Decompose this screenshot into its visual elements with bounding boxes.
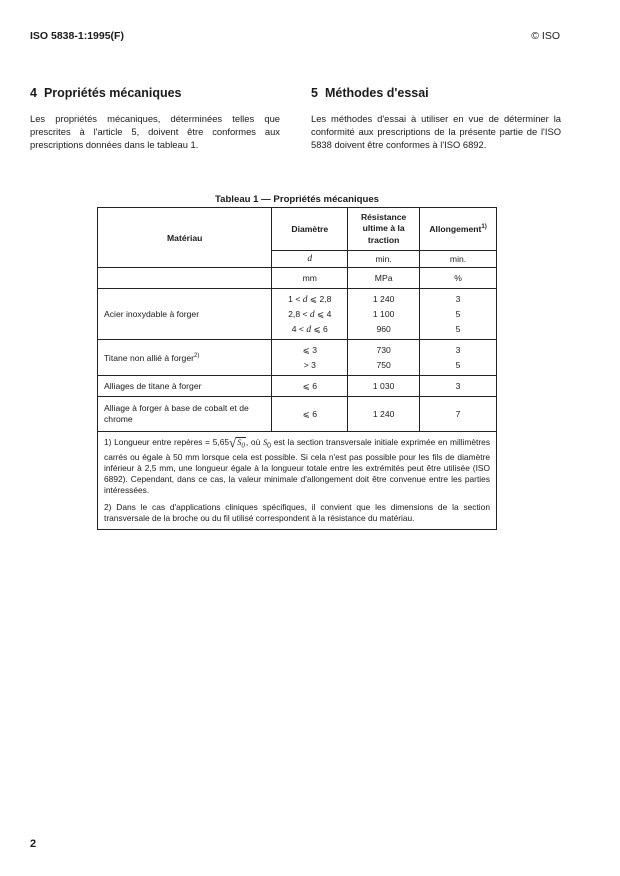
- elongation-value: 5: [455, 359, 461, 370]
- elongation-value: 3: [455, 344, 461, 355]
- radicand-subscript: 0: [241, 441, 245, 450]
- elongation-cell: [420, 340, 497, 376]
- footnote-1-rest: est la section transversale initiale exprimée en millimètres carrés ou égale à 50 mm lorsque cela est possible. Si cela n'est pas possible pour les fils de diamètre inférieur à 2,5 mm, une longueur égale à la longueur totale entre les extrémités peut être utilisée (ISO 6892). Cependant, dans ce cas, la valeur minimale d'allongement doit être convenue entre les parties intéressées.: [104, 437, 491, 496]
- diameter-cell: [272, 340, 348, 376]
- diameter-value: ⩽ 6: [272, 376, 348, 397]
- section-4-number: 4: [30, 86, 37, 100]
- header-material: Matériau: [98, 208, 272, 268]
- footnote-1-symbol: S: [262, 438, 268, 447]
- radical-sign-icon: √: [229, 435, 237, 450]
- header-resistance-line2: ultime à la: [362, 223, 405, 234]
- table-row: [98, 376, 497, 397]
- header-elongation: [420, 208, 497, 251]
- resistance-value: 750: [376, 359, 391, 370]
- material-label: Titane non allié à forger: [104, 352, 194, 363]
- resistance-cell: [348, 289, 420, 340]
- diameter-value: 4 < d ⩽ 6: [291, 323, 328, 335]
- resistance-value: 1 240: [372, 293, 395, 304]
- unit-elongation: %: [420, 268, 497, 289]
- mechanical-properties-table: [97, 207, 497, 530]
- formula-radicand: [236, 437, 246, 450]
- elongation-cell: [420, 289, 497, 340]
- material-cell: Alliages de titane à forger: [98, 376, 272, 397]
- header-elongation-note: 1): [481, 224, 487, 231]
- elongation-value: 5: [455, 323, 461, 334]
- footnotes-cell: [98, 432, 497, 530]
- header-diameter: Diamètre: [272, 208, 348, 251]
- elongation-value: 5: [455, 308, 461, 319]
- table-row: [98, 289, 497, 340]
- diameter-cell: [272, 289, 348, 340]
- diameter-symbol: d: [309, 309, 315, 320]
- resistance-value: 1 240: [348, 397, 420, 432]
- document-reference: ISO 5838-1:1995(F): [30, 30, 124, 42]
- resistance-value: 1 100: [372, 308, 395, 319]
- table-row: [98, 340, 497, 376]
- section-5-number: 5: [311, 86, 318, 100]
- table-row: [98, 397, 497, 432]
- resistance-cell: [348, 340, 420, 376]
- resistance-value: 1 030: [348, 376, 420, 397]
- diameter-value: 2,8 < d ⩽ 4: [288, 308, 332, 320]
- material-cell: Alliage à forger à base de cobalt et de chrome: [98, 397, 272, 432]
- material-cell: [98, 340, 272, 376]
- section-5-title: Méthodes d'essai: [324, 86, 429, 100]
- table-footnotes: [98, 432, 497, 530]
- header-resistance: [348, 208, 420, 251]
- footnote-1-symbol-sub: 0: [267, 442, 272, 450]
- header-elongation-min: min.: [420, 251, 497, 268]
- table-title: Tableau 1 — Propriétés mécaniques: [214, 194, 380, 205]
- section-4-title: Propriétés mécaniques: [43, 86, 182, 100]
- material-cell: Acier inoxydable à forger: [98, 289, 272, 340]
- footnote-1-prefix: 1) Longueur entre repères = 5,65: [104, 437, 230, 447]
- copyright-mark: © ISO: [531, 30, 560, 42]
- diameter-symbol: d: [302, 294, 308, 305]
- radicand-symbol: S: [237, 438, 242, 447]
- unit-diameter: mm: [272, 268, 348, 289]
- header-resistance-line1: Résistance: [360, 211, 407, 222]
- section-5-text: Les méthodes d'essai à utiliser en vue de déterminer la conformité aux prescriptions de la présente partie de l'ISO 5838 doivent être conformes à l'ISO 6892.: [311, 113, 561, 151]
- section-4-text: Les propriétés mécaniques, déterminées telles que prescrites à l'article 5, doivent être conformes aux prescriptions données dans le tableau 1.: [30, 113, 280, 151]
- diameter-value: > 3: [303, 359, 316, 370]
- elongation-value: 3: [455, 293, 461, 304]
- units-material-cell: [98, 268, 272, 289]
- unit-resistance: MPa: [348, 268, 420, 289]
- diameter-value: ⩽ 6: [272, 397, 348, 432]
- header-elongation-label: Allongement: [429, 224, 482, 234]
- footnote-1-mid: , où: [245, 437, 263, 447]
- section-4-heading: [30, 86, 182, 100]
- elongation-value: 7: [420, 397, 497, 432]
- diameter-value: 1 < d ⩽ 2,8: [288, 293, 332, 305]
- section-5-heading: [311, 86, 429, 100]
- diameter-value: ⩽ 3: [302, 344, 317, 355]
- header-resistance-min: min.: [348, 251, 420, 268]
- footnote-1: [104, 437, 490, 497]
- resistance-value: 960: [376, 323, 391, 334]
- square-root-formula: [229, 437, 246, 452]
- diameter-symbol: d: [306, 324, 312, 335]
- header-diameter-symbol: d: [272, 251, 348, 268]
- resistance-value: 730: [376, 344, 391, 355]
- elongation-value: 3: [420, 376, 497, 397]
- footnote-2: 2) Dans le cas d'applications cliniques spécifiques, il convient que les dimensions de la section transversale de la broche ou du fil utilisé correspondent à la résistance du matériau.: [104, 501, 490, 523]
- material-note-ref: 2): [193, 352, 200, 359]
- page-number: 2: [30, 838, 37, 850]
- header-resistance-line3: traction: [367, 234, 400, 245]
